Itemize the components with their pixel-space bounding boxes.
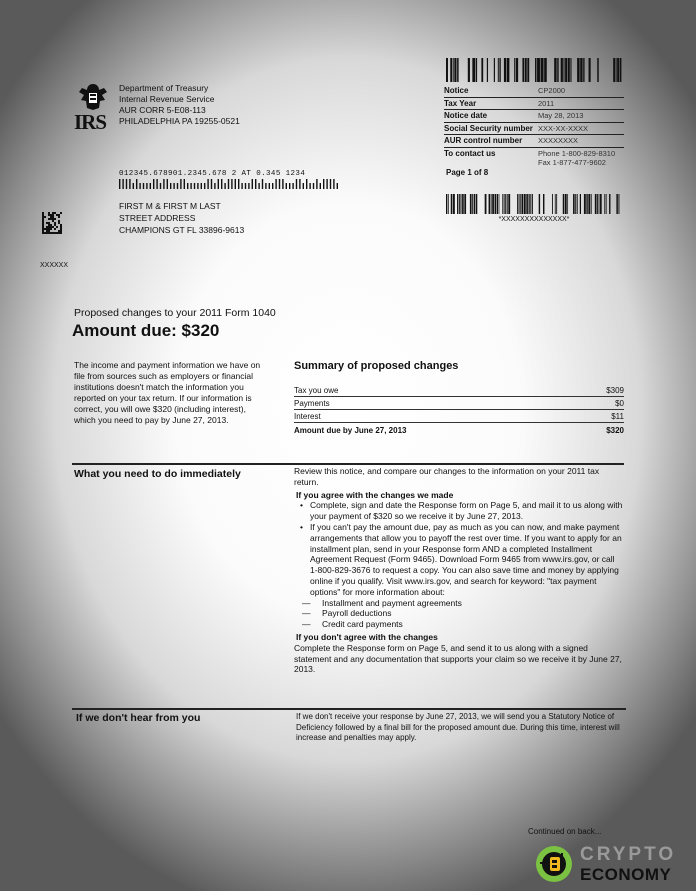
payment-option: — Credit card payments	[294, 619, 624, 630]
disagree-heading: If you don't agree with the changes	[296, 631, 438, 642]
payment-option: — Installment and payment agreements	[294, 598, 624, 609]
address-line: CHAMPIONS GT FL 33896-9613	[119, 225, 245, 235]
agency-address	[119, 83, 299, 127]
notice-row	[444, 135, 624, 148]
watermark-line1: CRYPTO	[580, 844, 677, 865]
section-heading-no-response: If we don't hear from you	[76, 712, 201, 724]
summary-row	[294, 410, 624, 423]
disagree-text: Complete the Response form on Page 5, and send it to us along with a signed statement and any documentation that supports your claim so we receive it by June 27, 2013.	[294, 642, 622, 675]
payment-option: — Payroll deductions	[294, 608, 624, 619]
section-divider	[72, 708, 626, 710]
contact-values	[538, 149, 615, 168]
mail-barcode-number: 012345.678901.2345.678 2 AT 0.345 1234	[119, 170, 306, 178]
notice-row	[444, 123, 624, 136]
notice-barcode	[446, 58, 622, 82]
notice-info-table	[444, 85, 624, 170]
notice-value: XXXXXXXX	[538, 136, 579, 146]
notice-barcode-2	[446, 194, 622, 214]
address-line: STREET ADDRESS	[119, 213, 196, 223]
summary-value: $0	[615, 399, 624, 408]
agree-heading: If you agree with the changes we made	[296, 489, 454, 500]
irs-logo-text: IRS	[74, 110, 107, 134]
contact-phone: Phone 1-800-829-8310	[538, 148, 616, 158]
contact-fax: Fax 1-877-477-9602	[538, 158, 606, 167]
agree-bullet: • If you can't pay the amount due, pay as much as you can now, and make payment arrangements that allow you to payoff the rest over time. If you want to apply for an installment plan, send in your Response form AND a completed Installment Agreement Request (Form 9465). Download Form 9465 from www.irs.gov, or call 1-800-829-3676 to request a copy. You can also save time and money by applying online if you qualify. Visit www.irs.gov, and search for keyword: "tax payment options" for more information about:	[294, 522, 624, 598]
notice-label: Social Security number	[444, 123, 533, 133]
notice-row	[444, 85, 624, 98]
proposed-changes-title: Proposed changes to your 2011 Form 1040	[74, 307, 276, 319]
agency-line: Department of Treasury	[119, 83, 209, 93]
agency-line: Internal Revenue Service	[119, 94, 215, 104]
summary-row	[294, 384, 624, 397]
notice-label: AUR control number	[444, 136, 523, 146]
left-code: XXXXXX	[40, 262, 69, 269]
section-divider	[72, 463, 624, 465]
summary-total-row	[294, 423, 624, 436]
notice-label: To contact us	[444, 148, 496, 158]
notice-value: 2011	[538, 98, 555, 108]
amount-due-heading: Amount due: $320	[72, 321, 220, 340]
eagle-icon	[76, 82, 110, 112]
immediate-intro: Review this notice, and compare our changes to the information on your 2011 tax return.	[294, 466, 600, 487]
notice-label: Tax Year	[444, 98, 477, 108]
crypto-economy-logo-icon	[534, 843, 574, 885]
summary-value: $11	[611, 412, 624, 421]
postnet-barcode	[119, 179, 339, 189]
irs-logo	[74, 82, 114, 132]
immediate-actions	[294, 466, 624, 675]
page-indicator: Page 1 of 8	[446, 168, 489, 177]
no-response-text: If we don't receive your response by June 27, 2013, we will send you a Statutory Notice of Deficiency followed by a final bill for the proposed amount due. During this time, interest will increase and penalties may apply.	[296, 712, 620, 742]
intro-paragraph: The income and payment information we have on file from sources such as employers or financial institutions doesn't match the information you reported on your tax return. If our information is correct, you will owe $320 (including interest), which you need to pay by June 27, 2013.	[74, 360, 261, 425]
recipient-address	[119, 200, 244, 236]
notice-value: May 28, 2013	[538, 111, 584, 121]
notice-row	[444, 110, 624, 123]
barcode-caption: *XXXXXXXXXXXXXX*	[498, 216, 570, 223]
summary-value: $309	[606, 386, 624, 395]
payment-options-list	[294, 598, 624, 630]
notice-label: Notice	[444, 86, 469, 96]
summary-total-value: $320	[606, 426, 624, 435]
notice-label: Notice date	[444, 111, 488, 121]
agency-line: PHILADELPHIA PA 19255-0521	[119, 116, 240, 126]
agree-list	[294, 500, 624, 597]
summary-total-label: Amount due by June 27, 2013	[294, 426, 407, 435]
notice-row-contact	[444, 148, 624, 170]
address-line: FIRST M & FIRST M LAST	[119, 201, 221, 211]
continued-note: Continued on back...	[528, 827, 602, 836]
agree-bullet: • Complete, sign and date the Response form on Page 5, and mail it to us along with your payment of $320 so we receive it by June 27, 2013.	[294, 500, 624, 522]
section-heading-immediate: What you need to do immediately	[74, 468, 241, 480]
summary-of-changes	[294, 360, 624, 436]
summary-label: Payments	[294, 399, 330, 408]
summary-label: Tax you owe	[294, 386, 339, 395]
notice-row	[444, 98, 624, 111]
summary-title: Summary of proposed changes	[294, 360, 459, 372]
summary-row	[294, 397, 624, 410]
watermark-text	[580, 845, 676, 885]
watermark-line2: ECONOMY	[580, 865, 672, 884]
agency-line: AUR CORR 5-E08-113	[119, 105, 206, 115]
notice-value: XXX-XX-XXXX	[538, 123, 589, 133]
notice-value: CP2000	[538, 86, 566, 96]
summary-label: Interest	[294, 412, 321, 421]
datamatrix-code	[42, 212, 62, 234]
